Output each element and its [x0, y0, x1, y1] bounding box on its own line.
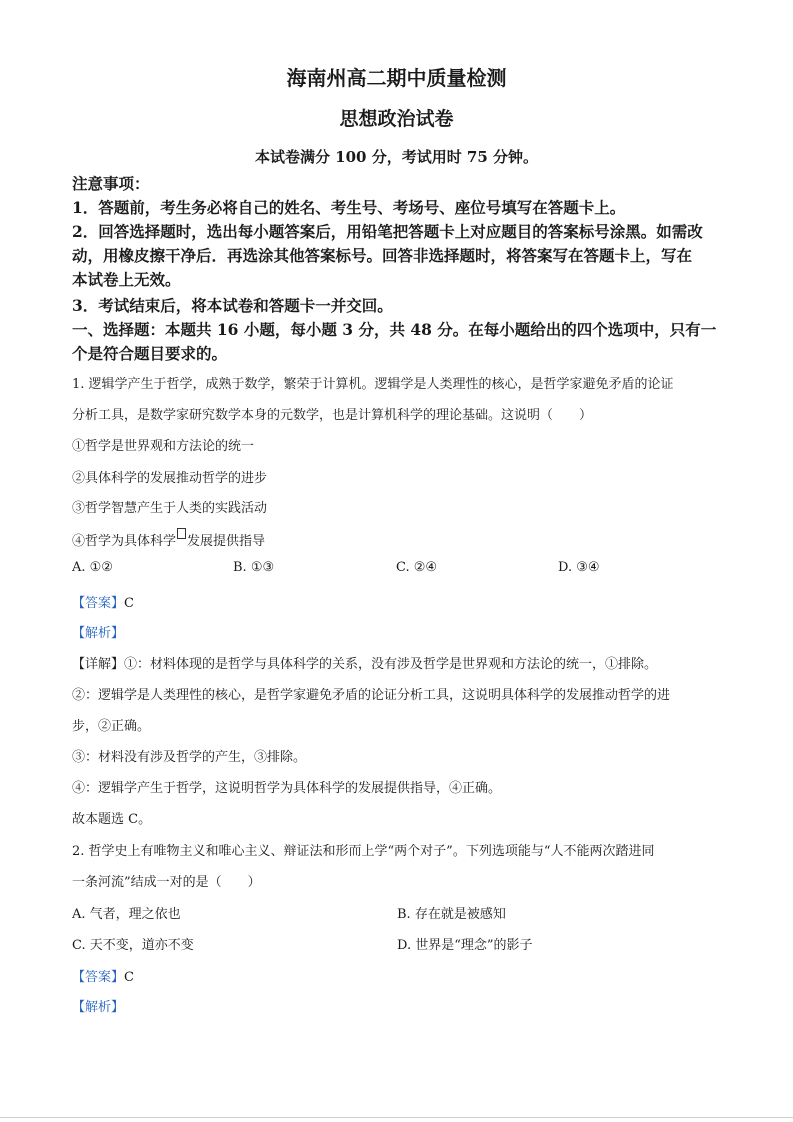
- answer-tag: 【答案】: [72, 596, 125, 611]
- section-heading-line-1: 一、选择题：本题共 16 小题，每小题 3 分，共 48 分。在每小题给出的四个选项中，只有一: [72, 320, 717, 339]
- note-1: 1．答题前，考生务必将自己的姓名、考生号、考场号、座位号填写在答题卡上。: [72, 198, 626, 217]
- q2-stem-line-2: 一条河流”结成一对的是（ ）: [72, 875, 261, 890]
- note-3: 3．考试结束后，将本试卷和答题卡一并交回。: [72, 296, 393, 315]
- q1-option-a: A. ①②: [72, 560, 113, 575]
- q2-answer: [72, 966, 134, 985]
- q1-statement-4: [72, 528, 265, 549]
- section-heading-line-2: 个是符合题目要求的。: [72, 344, 228, 363]
- answer-value: C: [124, 970, 134, 985]
- q2-option-a: A. 气者，理之依也: [72, 907, 181, 922]
- notes-heading: 注意事项：: [72, 174, 150, 193]
- exam-title: 海南州高二期中质量检测: [286, 66, 507, 90]
- page-bottom-divider: [0, 1117, 793, 1118]
- note-2-line-1: 2．回答选择题时，选出每小题答案后，用铅笔把答题卡上对应题目的答案标号涂黑。如需改: [72, 222, 703, 241]
- note-2-line-3: 本试卷上无效。: [72, 270, 181, 289]
- detail-tag: 【详解】: [72, 657, 125, 672]
- q1-detail-2-line-1: ②：逻辑学是人类理性的核心，是哲学家避免矛盾的论证分析工具，这说明具体科学的发展推动哲学的进: [72, 688, 671, 703]
- q1-statement-3: ③哲学智慧产生于人类的实践活动: [72, 501, 268, 516]
- detail-text-1: ①：材料体现的是哲学与具体科学的关系，没有涉及哲学是世界观和方法论的统一，①排除。: [124, 657, 658, 672]
- q1-analysis-tag: [72, 622, 124, 641]
- q2-stem-line-1: 2. 哲学史上有唯物主义和唯心主义、辩证法和形而上学“两个对子”。下列选项能与“人不能两次踏进同: [72, 844, 655, 859]
- subject-title: 思想政治试卷: [339, 108, 454, 130]
- q2-option-d: D. 世界是“理念”的影子: [397, 938, 533, 953]
- missing-glyph-box-icon: [177, 528, 186, 539]
- answer-tag: 【答案】: [72, 970, 125, 985]
- q1-detail-4: ④：逻辑学产生于哲学，这说明哲学为具体科学的发展提供指导，④正确。: [72, 781, 502, 796]
- q2-option-b: B. 存在就是被感知: [397, 907, 506, 922]
- q1-option-c: C. ②④: [396, 560, 438, 575]
- q1-answer: [72, 592, 134, 611]
- q1-option-b: B. ①③: [233, 560, 275, 575]
- q1-stem-line-1: 1. 逻辑学产生于哲学，成熟于数学，繁荣于计算机。逻辑学是人类理性的核心，是哲学家避免矛盾的论证: [72, 377, 674, 392]
- q1-detail-3: ③：材料没有涉及哲学的产生，③排除。: [72, 750, 307, 765]
- exam-info: 本试卷满分 100 分，考试用时 75 分钟。: [254, 148, 539, 166]
- q2-option-c: C. 天不变，道亦不变: [72, 938, 194, 953]
- q1-conclusion: 故本题选 C。: [72, 812, 152, 827]
- analysis-tag: 【解析】: [72, 626, 125, 641]
- q1-statement-1: ①哲学是世界观和方法论的统一: [72, 439, 255, 454]
- note-2-line-2: 动，用橡皮擦干净后．再选涂其他答案标号。回答非选择题时，将答案写在答题卡上，写在: [72, 246, 693, 265]
- q1-detail-2-line-2: 步，②正确。: [72, 719, 151, 734]
- q1-stem-line-2: 分析工具，是数学家研究数学本身的元数学，也是计算机科学的理论基础。这说明（ ）: [72, 408, 593, 423]
- q2-analysis-tag: [72, 996, 124, 1015]
- q1-statement-2: ②具体科学的发展推动哲学的进步: [72, 471, 268, 486]
- answer-value: C: [124, 596, 134, 611]
- q1-detail-1: [72, 653, 657, 672]
- q1-option-d: D. ③④: [558, 560, 600, 575]
- q1-statement-4-part-2: 发展提供指导: [187, 534, 266, 549]
- q1-statement-4-part-1: ④哲学为具体科学: [72, 534, 177, 549]
- analysis-tag: 【解析】: [72, 1000, 125, 1015]
